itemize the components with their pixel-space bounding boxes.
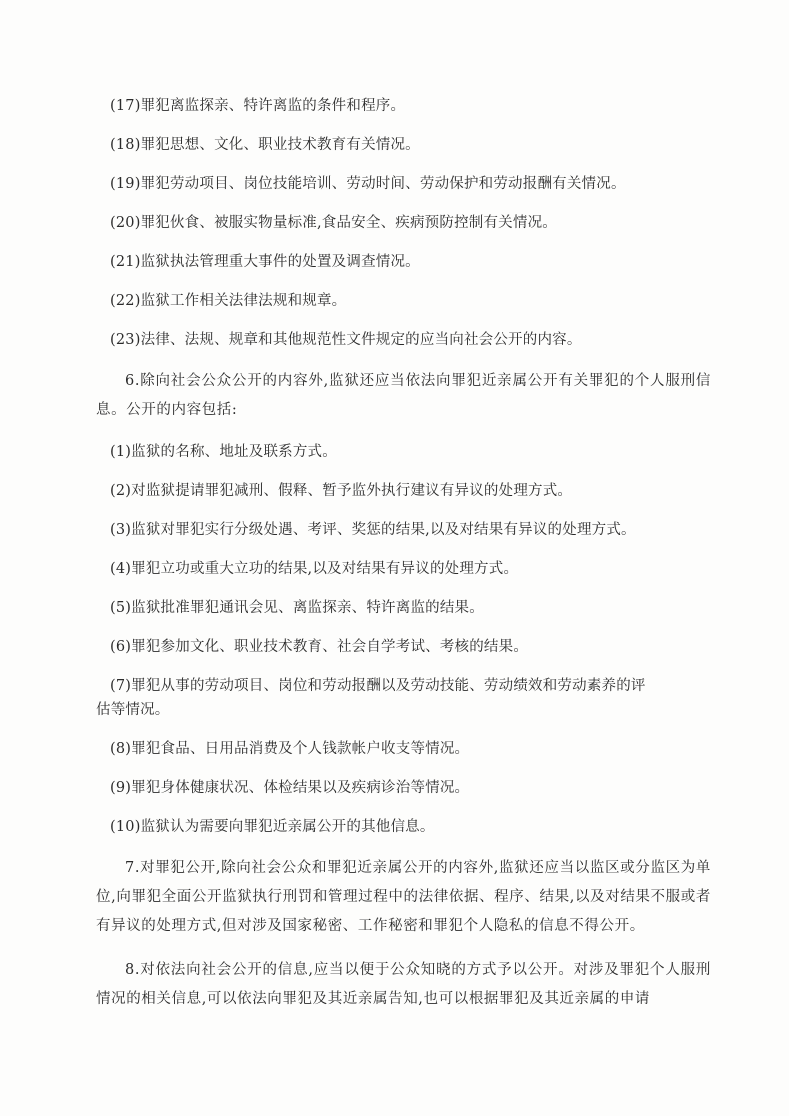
list-item: (23)法律、法规、规章和其他规范性文件规定的应当向社会公开的内容。: [110, 332, 582, 348]
list-item: (20)罪犯伙食、被服实物量标准,食品安全、疾病预防控制有关情况。: [110, 215, 557, 231]
paragraph-6: 6.除向社会公众公开的内容外,监狱还应当依法向罪犯近亲属公开有关罪犯的个人服刑信息。公开的内容包括:: [96, 373, 711, 418]
list-item: (6)罪犯参加文化、职业技术教育、社会自学考试、考核的结果。: [110, 639, 529, 655]
list-item: (1)监狱的名称、地址及联系方式。: [110, 444, 337, 460]
list-item: (10)监狱认为需要向罪犯近亲属公开的其他信息。: [110, 819, 435, 835]
list-item: (17)罪犯离监探亲、特许离监的条件和程序。: [110, 98, 406, 114]
list-item: (5)监狱批准罪犯通讯会见、离监探亲、特许离监的结果。: [110, 600, 484, 616]
list-item-continuation: 估等情况。: [96, 702, 170, 718]
list-item: (18)罪犯思想、文化、职业技术教育有关情况。: [110, 137, 420, 153]
paragraph-8: 8.对依法向社会公开的信息,应当以便于公众知晓的方式予以公开。对涉及罪犯个人服刑情况的相关信息,可以依法向罪犯及其近亲属告知,也可以根据罪犯及其近亲属的申请: [96, 962, 711, 1007]
list-item: (2)对监狱提请罪犯减刑、假释、暂予监外执行建议有异议的处理方式。: [110, 483, 573, 499]
list-item: (21)监狱执法管理重大事件的处置及调查情况。: [110, 254, 420, 270]
list-item: (7)罪犯从事的劳动项目、岗位和劳动报酬以及劳动技能、劳动绩效和劳动素养的评: [110, 678, 646, 694]
list-item: (22)监狱工作相关法律法规和规章。: [110, 293, 347, 309]
list-item: (9)罪犯身体健康状况、体检结果以及疾病诊治等情况。: [110, 780, 470, 796]
list-item: (3)监狱对罪犯实行分级处遇、考评、奖惩的结果,以及对结果有异议的处理方式。: [110, 522, 636, 538]
list-item: (19)罪犯劳动项目、岗位技能培训、劳动时间、劳动保护和劳动报酬有关情况。: [110, 176, 626, 192]
list-item: (4)罪犯立功或重大立功的结果,以及对结果有异议的处理方式。: [110, 561, 519, 577]
list-item: (8)罪犯食品、日用品消费及个人钱款帐户收支等情况。: [110, 741, 470, 757]
paragraph-7: 7.对罪犯公开,除向社会公众和罪犯近亲属公开的内容外,监狱还应当以监区或分监区为单位,向罪犯全面公开监狱执行刑罚和管理过程中的法律依据、程序、结果,以及对结果不服或者有异议的处理方式,但对涉及国家秘密、工作秘密和罪犯个人隐私的信息不得公开。: [96, 860, 711, 934]
